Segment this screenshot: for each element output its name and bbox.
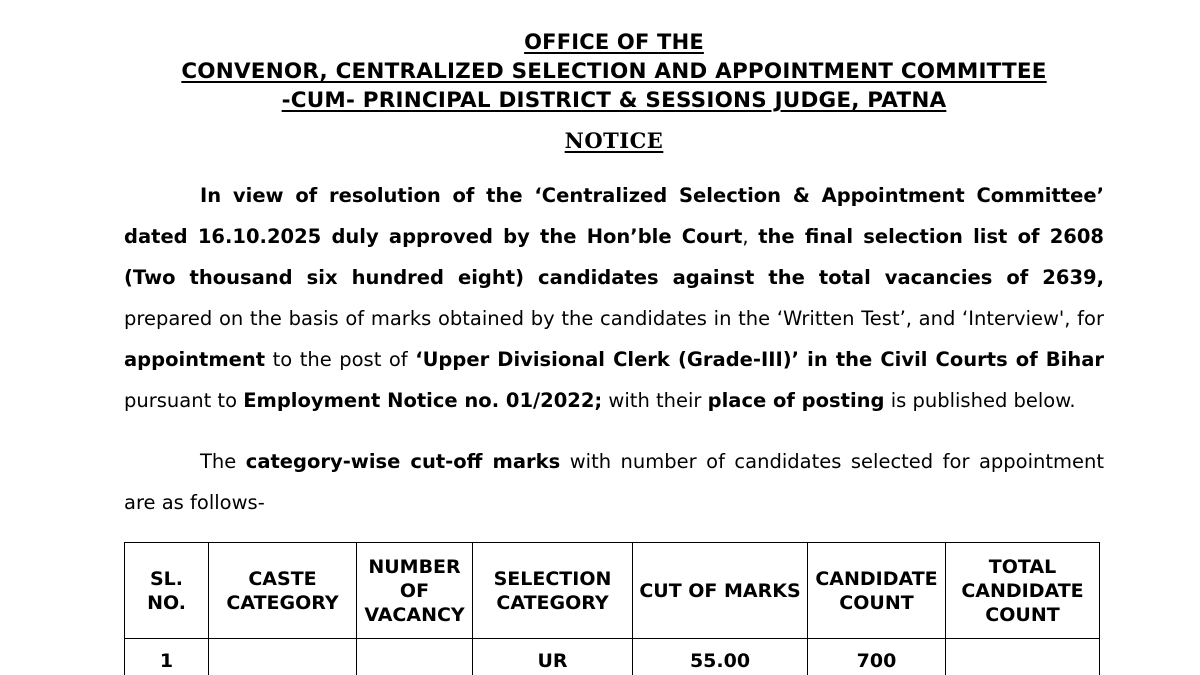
cutoff-table-wrapper [124,542,1104,675]
column-header-vacancy: NUMBER OF VACANCY [357,543,473,639]
cutoff-table [124,542,1100,675]
para1-segment-d: prepared on the basis of marks obtained by the candidates in the ‘Written Test’, and ‘Interview', for [124,307,1104,330]
para1-segment-h: pursuant to [124,389,244,412]
cell-candidate-count: 700 [808,639,946,675]
para1-segment-j: with their [602,389,708,412]
cutoff-table-body [125,639,1100,675]
cell-cut-of-marks: 55.00 [633,639,808,675]
para1-segment-k: place of posting [707,389,885,412]
table-header-row [125,543,1100,639]
para1-segment-b: , [742,225,759,248]
header-line-1: OFFICE OF THE [524,30,704,54]
header-line-2: CONVENOR, CENTRALIZED SELECTION AND APPOINTMENT COMMITTEE [181,59,1047,84]
column-header-sl-no: SL. NO. [125,543,209,639]
para1-segment-e: appointment [124,348,266,371]
para1-segment-g: ‘Upper Divisional Clerk (Grade-III)’ in the Civil Courts of Bihar [415,348,1104,371]
para1-segment-f: to the post of [265,348,416,371]
cutoff-table-head [125,543,1100,639]
notice-title-text: NOTICE [564,128,664,153]
paragraph-cutoff-intro [124,441,1104,523]
cell-caste-category [209,639,357,675]
column-header-total-candidate-count: TOTAL CANDIDATE COUNT [946,543,1100,639]
document-header [124,28,1104,115]
column-header-candidate-count: CANDIDATE COUNT [808,543,946,639]
para1-segment-i: Employment Notice no. 01/2022; [243,389,603,412]
para2-segment-c: with number of candidates selected for appointment are as follows- [124,449,1105,514]
cell-selection-category: UR [473,639,633,675]
column-header-selection-category: SELECTION CATEGORY [473,543,633,639]
para2-segment-b: category-wise cut-off marks [245,449,561,473]
para1-segment-c: the final selection list of 2608 (Two thousand six hundred eight) candidates against the total vacancies of 2639, [124,225,1104,289]
cell-total-candidate-count [946,639,1100,675]
para1-segment-l: is published below. [884,389,1076,412]
header-line-3: -CUM- PRINCIPAL DISTRICT & SESSIONS JUDGE, PATNA [281,88,947,113]
column-header-cut-of-marks: CUT OF MARKS [633,543,808,639]
cell-vacancy [357,639,473,675]
para2-segment-a: The [200,449,246,473]
notice-title [124,128,1104,153]
cell-sl-no: 1 [125,639,209,675]
paragraph-selection-list [124,175,1104,421]
para1-segment-a: In view of resolution of the ‘Centralized Selection & Appointment Committee’ dated 16.10.2025 duly approved by the Hon’ble Court [124,184,1104,248]
column-header-caste-category: CASTE CATEGORY [209,543,357,639]
table-row [125,639,1100,675]
